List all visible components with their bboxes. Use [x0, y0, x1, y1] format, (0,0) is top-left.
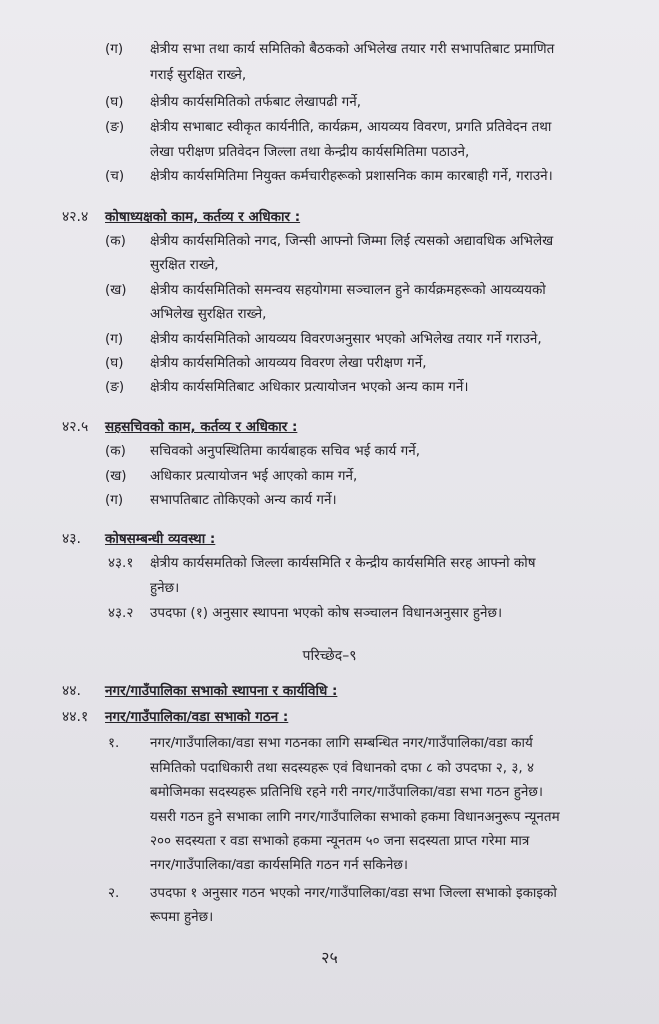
item-label: (क)	[105, 233, 126, 249]
item-label: २.	[108, 885, 120, 901]
item-label: ४३.२	[108, 605, 134, 621]
text-line: बमोजिमका सदस्यहरू प्रतिनिधि रहने गरी नगर/गाउँपालिका/वडा सभा गठन हुनेछ।	[150, 784, 543, 800]
text-line: क्षेत्रीय कार्यसमितिको आयव्यय विवरण लेखा परीक्षण गर्ने,	[150, 355, 427, 371]
section-number: ४४.१	[62, 709, 89, 725]
section-heading: सहसचिवको काम, कर्तव्य र अधिकार :	[105, 419, 298, 435]
text-line: क्षेत्रीय सभा तथा कार्य समितिको बैठकको अभिलेख तयार गरी सभापतिबाट प्रमाणित	[150, 41, 555, 57]
item-label: (ग)	[105, 331, 124, 347]
text-line: क्षेत्रीय कार्यसमितिको तर्फबाट लेखापढी गर्ने,	[150, 94, 362, 110]
section-heading: कोषसम्बन्धी व्यवस्था :	[105, 531, 216, 547]
text-line: क्षेत्रीय कार्यसमितिको समन्वय सहयोगमा सञ्चालन हुने कार्यक्रमहरूको आयव्ययको	[150, 282, 546, 298]
text-line: क्षेत्रीय कार्यसमतिको जिल्ला कार्यसमिति र केन्द्रीय कार्यसमिति सरह आफ्नो कोष	[150, 555, 536, 571]
text-line: सचिवको अनुपस्थितिमा कार्यबाहक सचिव भई कार्य गर्ने,	[150, 443, 420, 459]
text-line: लेखा परीक्षण प्रतिवेदन जिल्ला तथा केन्द्रीय कार्यसमितिमा पठाउने,	[150, 144, 470, 160]
item-label: (ङ)	[105, 119, 125, 135]
text-line: नगर/गाउँपालिका/वडा सभा गठनका लागि सम्बन्धित नगर/गाउँपालिका/वडा कार्य	[150, 735, 533, 751]
section-number: ४३.	[62, 531, 82, 547]
text-line: अभिलेख सुरक्षित राख्ने,	[150, 306, 267, 322]
text-line: समितिको पदाधिकारी तथा सदस्यहरू एवं विधानको दफा ८ को उपदफा २, ३, ४	[150, 760, 534, 776]
text-line: उपदफा १ अनुसार गठन भएको नगर/गाउँपालिका/वडा सभा जिल्ला सभाको इकाइको	[150, 885, 557, 901]
text-line: क्षेत्रीय कार्यसमितिको आयव्यय विवरणअनुसार भएको अभिलेख तयार गर्ने गराउने,	[150, 331, 542, 347]
text-line: यसरी गठन हुने सभाका लागि नगर/गाउँपालिका सभाको हकमा विधानअनुरूप न्यूनतम	[150, 809, 560, 825]
text-line: गराई सुरक्षित राख्ने,	[150, 67, 247, 83]
item-label: (ङ)	[105, 379, 125, 395]
page-number: २५	[321, 948, 338, 967]
section-heading: नगर/गाउँपालिका/वडा सभाको गठन :	[105, 709, 289, 725]
section-number: ४२.५	[62, 419, 89, 435]
item-label: (च)	[105, 168, 125, 184]
item-label: (क)	[105, 443, 126, 459]
item-label: (ख)	[105, 282, 127, 298]
item-label: (घ)	[105, 94, 124, 110]
item-label: (ग)	[105, 41, 124, 57]
item-label: (ख)	[105, 468, 127, 484]
text-line: सुरक्षित राख्ने,	[150, 257, 219, 273]
section-number: ४२.४	[62, 209, 89, 225]
text-line: रूपमा हुनेछ।	[150, 909, 214, 925]
chapter-heading: परिच्छेद–९	[302, 648, 357, 664]
text-line: क्षेत्रीय कार्यसमितिको नगद, जिन्सी आफ्नो जिम्मा लिई त्यसको अद्यावधिक अभिलेख	[150, 233, 554, 249]
item-label: (ग)	[105, 492, 124, 508]
item-label: (घ)	[105, 355, 124, 371]
section-heading: नगर/गाउँपालिका सभाको स्थापना र कार्यविधि :	[105, 683, 338, 699]
section-heading: कोषाध्यक्षको काम, कर्तव्य र अधिकार :	[105, 209, 301, 225]
text-line: हुनेछ।	[150, 580, 180, 596]
text-line: २०० सदस्यता र वडा सभाको हकमा न्यूनतम ५० जना सदस्यता प्राप्त गरेमा मात्र	[150, 833, 530, 849]
text-line: क्षेत्रीय कार्यसमितिमा नियुक्त कर्मचारीहरूको प्रशासनिक काम कारबाही गर्ने, गराउने।	[150, 168, 553, 184]
text-line: उपदफा (१) अनुसार स्थापना भएको कोष सञ्चालन विधानअनुसार हुनेछ।	[150, 605, 503, 621]
section-number: ४४.	[62, 683, 82, 699]
item-label: ४३.१	[108, 555, 134, 571]
text-line: अधिकार प्रत्यायोजन भई आएको काम गर्ने,	[150, 468, 358, 484]
text-line: क्षेत्रीय सभाबाट स्वीकृत कार्यनीति, कार्यक्रम, आयव्यय विवरण, प्रगति प्रतिवेदन तथा	[150, 119, 552, 135]
item-label: १.	[108, 735, 120, 751]
text-line: नगर/गाउँपालिका/वडा कार्यसमिति गठन गर्न सकिनेछ।	[150, 857, 408, 873]
text-line: क्षेत्रीय कार्यसमितिबाट अधिकार प्रत्यायोजन भएको अन्य काम गर्ने।	[150, 379, 469, 395]
text-line: सभापतिबाट तोकिएको अन्य कार्य गर्ने।	[150, 492, 337, 508]
